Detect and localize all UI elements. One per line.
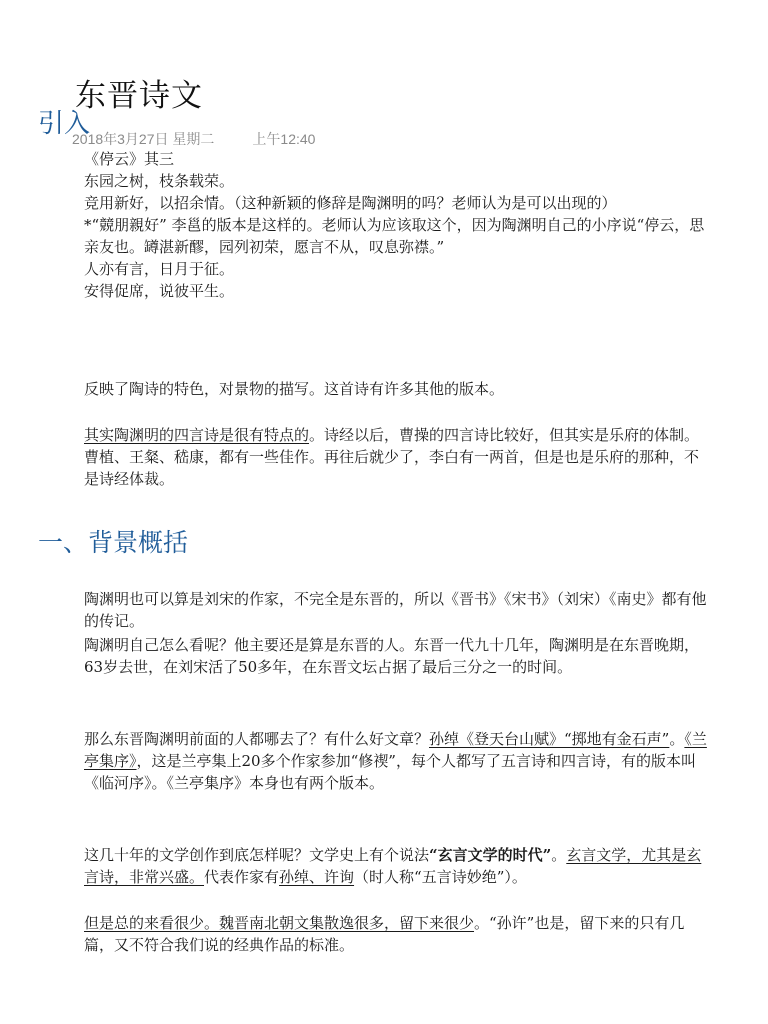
text-span: 代表作家有 <box>204 868 280 886</box>
text-span: 。诗经以后，曹操的四言诗比较好，但其实是乐府的体制。曹植、王粲、嵇康，都有一些佳作。再往后就少了，李白有一两首，但是也是乐府的那种，不是诗经体裁。 <box>84 426 700 488</box>
paragraph: 陶渊明自己怎么看呢？他主要还是算是东晋的人。东晋一代九十几年，陶渊明是在东晋晚期，63岁去世，在刘宋活了50多年，在东晋文坛占据了最后三分之一的时间。 <box>84 636 700 676</box>
paragraph: 陶渊明也可以算是刘宋的作家，不完全是东晋的，所以《晋书》《宋书》（刘宋）《南史》都有他的传记。 <box>84 590 707 630</box>
poem-line: 《停云》其三 <box>84 150 175 168</box>
paragraph: 反映了陶诗的特色，对景物的描写。这首诗有许多其他的版本。 <box>84 380 505 398</box>
text-span: 这几十年的文学创作到底怎样呢？文学史上有个说法 <box>84 846 430 864</box>
underlined-text: 但是总的来看很少。魏晋南北朝文集散逸很多，留下来很少 <box>84 914 475 932</box>
bold-text: “玄言文学的时代” <box>429 846 552 864</box>
text-span: ，这是兰亭集上20多个作家参加“修禊”，每个人都写了五言诗和四言诗，有的版本叫《临河序》。《兰亭集序》本身也有两个版本。 <box>84 752 696 792</box>
underlined-text: 孙绰、许询 <box>279 868 355 886</box>
underlined-text: 孙绰《登天台山赋》“掷地有金石声” <box>429 730 670 748</box>
date-time-stamp <box>72 130 315 148</box>
poem-line: 安得促席，说彼平生。 <box>84 282 235 300</box>
text-span: （时人称“五言诗妙绝”）。 <box>354 868 527 886</box>
text-span: 。 <box>669 730 685 748</box>
paragraph <box>84 424 712 490</box>
date-label: 2018年3月27日 星期二 <box>72 131 215 147</box>
poem-line-note: 竞用新好，以招余情。（这种新颖的修辞是陶渊明的吗？老师认为是可以出现的） <box>84 194 617 212</box>
text-span: 。 <box>551 846 567 864</box>
paragraph <box>84 728 712 794</box>
paragraph <box>84 844 712 888</box>
underlined-text: 玄言文学，尤其是玄言诗，非常兴盛。 <box>84 846 702 886</box>
underlined-text: 其实陶渊明的四言诗是很有特点的 <box>84 426 310 444</box>
page-title: 东晋诗文 <box>75 78 203 114</box>
heading-section-1: 一、背景概括 <box>38 528 189 557</box>
poem-line: 东园之树，枝条载荣。 <box>84 172 235 190</box>
version-note: *“競朋親好” 李邕的版本是这样的。老师认为应该取这个，因为陶渊明自己的小序说“停云，思亲友也。罇湛新醪，园列初荣，愿言不从，叹息弥襟。” <box>84 216 705 256</box>
heading-intro: 引入 <box>38 109 91 139</box>
underlined-text: 《兰亭集序》 <box>84 730 707 770</box>
paragraph <box>84 912 712 956</box>
text-span: 那么东晋陶渊明前面的人都哪去了？有什么好文章？ <box>84 730 430 748</box>
poem-block <box>84 148 712 302</box>
poem-line: 人亦有言，日月于征。 <box>84 260 235 278</box>
time-label: 上午12:40 <box>252 131 316 147</box>
text-span: 。“孙许”也是，留下来的只有几篇，又不符合我们说的经典作品的标准。 <box>84 914 685 954</box>
